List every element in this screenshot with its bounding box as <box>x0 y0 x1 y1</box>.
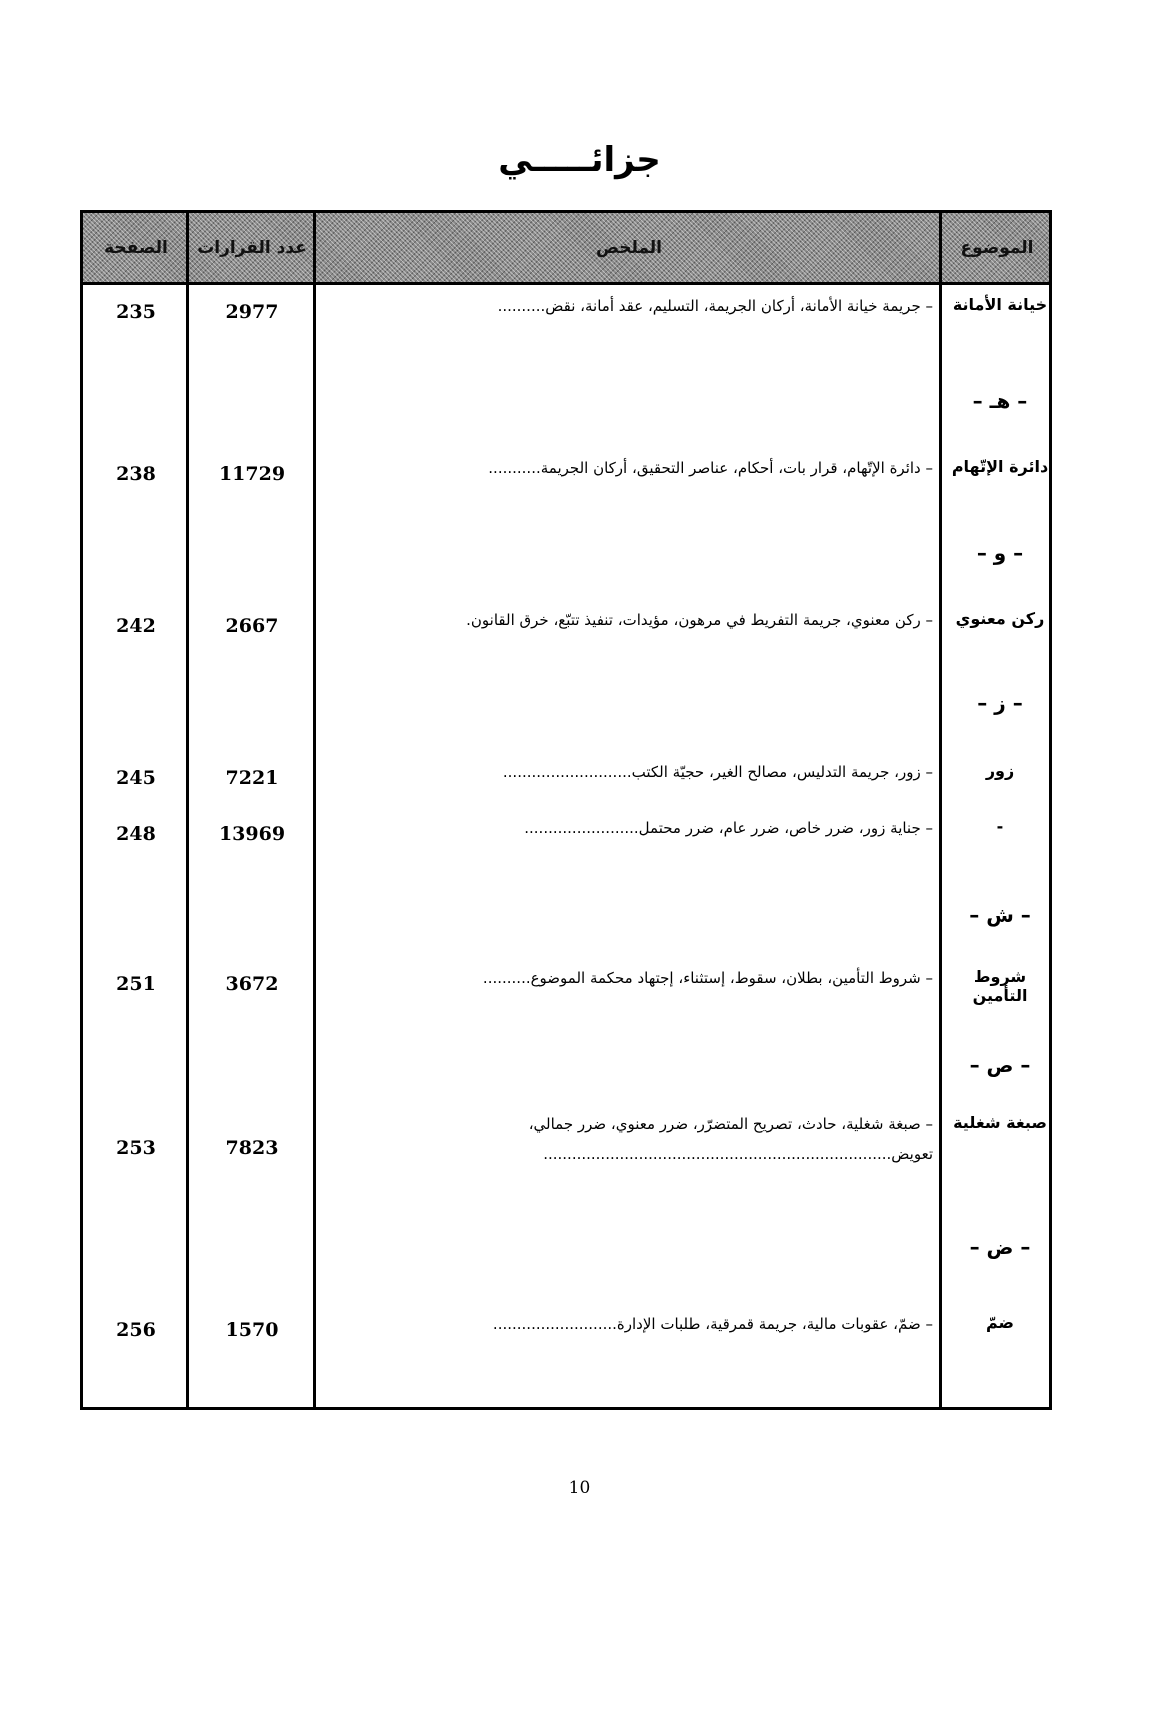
page-cell: 253 <box>116 1137 156 1159</box>
table-header <box>83 213 1049 285</box>
topic-cell: - <box>996 817 1004 836</box>
summary-cell: – ركن معنوي، جريمة التفريط في مرهون، مؤيدات، تنفيذ تتبّع، خرق القانون. <box>466 611 933 629</box>
decision-number-cell: 2977 <box>225 301 279 323</box>
summary-cell: – ضمّ، عقوبات مالية، جريمة قمرقية، طلبات الإدارة.......................... <box>492 1315 933 1333</box>
column-divider <box>313 213 316 1407</box>
header-topic: الموضوع <box>960 237 1034 258</box>
letter-heading: – ص – <box>969 1053 1031 1077</box>
topic-cell: ركن معنوي <box>955 609 1045 628</box>
decision-number-cell: 13969 <box>218 823 286 845</box>
letter-heading: – ز – <box>977 691 1023 715</box>
decision-number-cell: 3672 <box>225 973 279 995</box>
decision-number-cell: 11729 <box>218 463 286 485</box>
summary-cell: – جريمة خيانة الأمانة، أركان الجريمة، التسليم، عقد أمانة، نقض.......... <box>497 297 933 315</box>
topic-cell: صبغة شغلية <box>953 1113 1047 1132</box>
index-table <box>80 210 1052 1410</box>
summary-cell: – جناية زور، ضرر خاص، ضرر عام، ضرر محتمل........................ <box>524 819 933 837</box>
page-cell: 235 <box>116 301 156 323</box>
letter-heading: – ش – <box>969 903 1031 927</box>
column-divider <box>939 213 942 1407</box>
letter-heading: – هـ – <box>972 389 1028 413</box>
page-number: 10 <box>568 1478 591 1498</box>
topic-cell: زور <box>985 761 1015 780</box>
letter-heading: – و – <box>976 541 1024 565</box>
page-title: جزائـــــي <box>498 140 661 180</box>
decision-number-cell: 7221 <box>225 767 279 789</box>
topic-cell: خيانة الأمانة <box>952 295 1048 314</box>
summary-cell: – صبغة شغلية، حادث، تصريح المتضرّر، ضرر معنوي، ضرر جمالي، تعويض......................................................................... <box>528 1115 933 1163</box>
column-divider <box>186 213 189 1407</box>
decision-number-cell: 7823 <box>225 1137 279 1159</box>
header-page: الصفحة <box>104 237 168 258</box>
topic-cell: شروط التأمين <box>972 967 1028 1005</box>
page-cell: 256 <box>116 1319 156 1341</box>
page-cell: 242 <box>116 615 156 637</box>
summary-cell: – زور، جريمة التدليس، مصالح الغير، حجيّة الكتب........................... <box>502 763 933 781</box>
decision-number-cell: 2667 <box>225 615 279 637</box>
page-cell: 248 <box>116 823 156 845</box>
topic-cell: دائرة الإتّهام <box>951 457 1049 476</box>
header-summary: الملخص <box>596 237 662 258</box>
summary-cell: – شروط التأمين، بطلان، سقوط، إستثناء، إجتهاد محكمة الموضوع.......... <box>482 969 933 987</box>
page-cell: 245 <box>116 767 156 789</box>
topic-cell: ضمّ <box>985 1313 1014 1332</box>
decision-number-cell: 1570 <box>225 1319 279 1341</box>
page-cell: 251 <box>116 973 156 995</box>
summary-cell: – دائرة الإتّهام، قرار بات، أحكام، عناصر التحقيق، أركان الجريمة........... <box>488 459 933 477</box>
header-decision-number: عدد القرارات <box>197 237 307 258</box>
letter-heading: – ض – <box>969 1235 1031 1259</box>
page-cell: 238 <box>116 463 156 485</box>
